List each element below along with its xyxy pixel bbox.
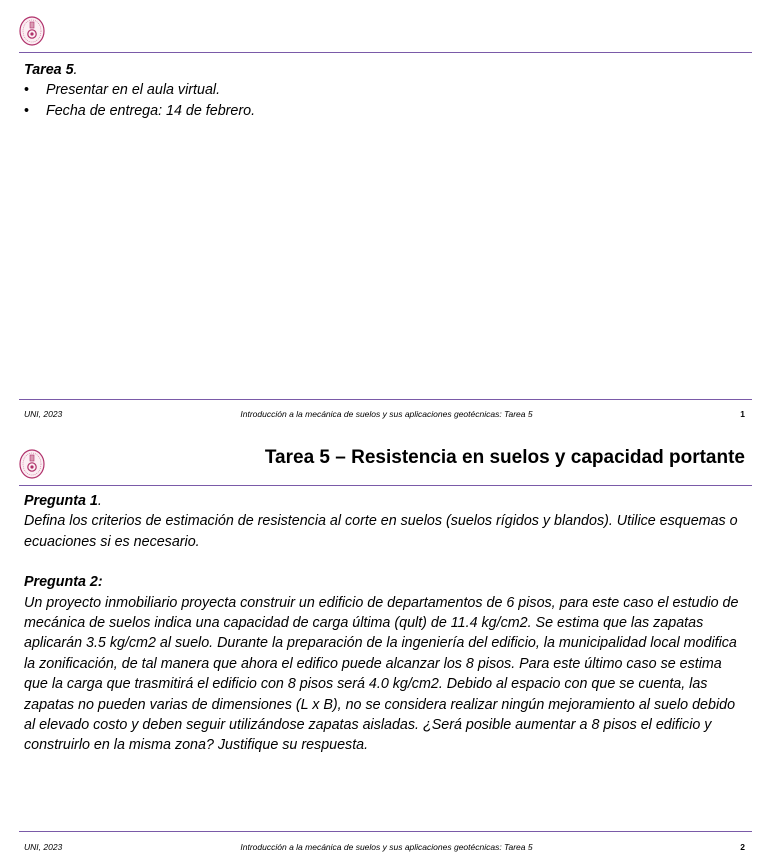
task-heading-line: Tarea 5. — [24, 62, 78, 78]
task-heading: Tarea 5 — [24, 62, 74, 78]
document-page-2 — [0, 432, 768, 866]
question-heading-suffix: : — [97, 574, 103, 591]
questions-block — [24, 491, 749, 756]
header-divider — [19, 52, 752, 53]
footer-divider — [19, 399, 752, 400]
page-title: Tarea 5 – Resistencia en suelos y capacidad portante — [264, 447, 745, 468]
bullet-icon: • — [24, 82, 30, 99]
footer-center: Introducción a la mecánica de suelos y sus aplicaciones geotécnicas: Tarea 5 — [240, 842, 533, 852]
university-seal-icon — [19, 449, 45, 479]
question-2 — [24, 572, 749, 756]
question-heading-suffix: . — [97, 493, 102, 509]
footer-center: Introducción a la mecánica de suelos y sus aplicaciones geotécnicas: Tarea 5 — [240, 409, 533, 419]
page-number: 1 — [740, 409, 745, 419]
university-seal-icon — [19, 16, 45, 46]
page-number: 2 — [740, 842, 745, 852]
footer-left: UNI, 2023 — [24, 842, 63, 852]
question-heading: Pregunta 2 — [24, 574, 98, 591]
footer-divider — [19, 831, 752, 832]
question-1 — [24, 491, 749, 552]
task-info — [24, 60, 749, 121]
task-bullet-list — [24, 80, 749, 121]
document-page-1 — [0, 0, 768, 432]
list-item — [24, 101, 749, 121]
question-heading: Pregunta 1 — [24, 493, 98, 509]
question-text: Defina los criterios de estimación de resistencia al corte en suelos (suelos rígidos y blandos). Utilice esquemas o ecuaciones si es necesario. — [24, 513, 738, 550]
bullet-text: Presentar en el aula virtual. — [46, 82, 221, 99]
footer-left: UNI, 2023 — [24, 409, 63, 419]
header-divider — [19, 485, 752, 486]
list-item — [24, 80, 749, 100]
question-text: Un proyecto inmobiliario proyecta construir un edificio de departamentos de 6 pisos, para este caso el estudio de mecánica de suelos indica una capacidad de carga última (qult) de 11.4 kg/cm2. Se estima que las zapatas aplicarán 3.5 kg/cm2 al suelo. Durante la preparación de la ingeniería del edificio, la municipalidad local modifica la zonificación, de tal manera que ahora el edifico puede alcanzar los 8 pisos. Para este último caso se estima que la carga que trasmitirá el edificio con 8 pisos será 4.0 kg/cm2. Debido al espacio con que se cuenta, las zapatas no pueden varias de dimensiones (L x B), no se considera realizar ningún mejoramiento al suelo debido al elevado costo y deben seguir utilizándose zapatas aisladas. ¿Será posible aumentar a 8 pisos el edificio y construirlo en la misma zona? Justifique su respuesta. — [24, 594, 739, 754]
bullet-icon: • — [24, 102, 30, 119]
bullet-text: Fecha de entrega: 14 de febrero. — [46, 102, 256, 119]
